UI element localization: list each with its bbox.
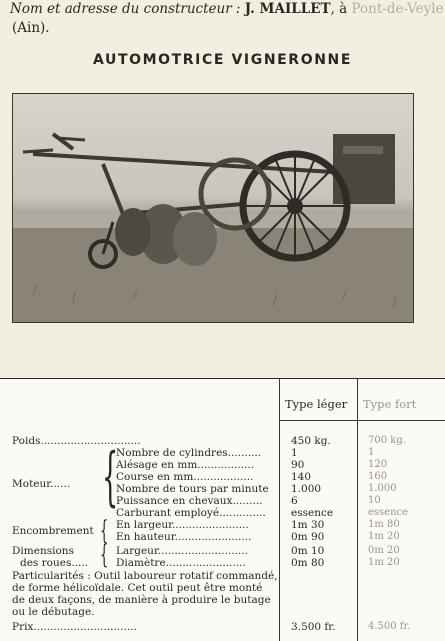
- tractor-illustration: [13, 94, 413, 322]
- value-light: 0m 90: [291, 531, 325, 543]
- value-light: essence: [291, 507, 334, 519]
- header-rule: [279, 420, 445, 421]
- row-label: Nombre de cylindres..........: [116, 447, 262, 459]
- engine-detail: [343, 146, 383, 154]
- row-label: Alésage en mm.................: [116, 459, 255, 471]
- constructor-label: Nom et adresse du constructeur :: [10, 1, 241, 17]
- value-heavy: 1.000: [368, 483, 397, 494]
- handles: [23, 138, 85, 152]
- maker-name: J. MAILLET: [244, 1, 331, 17]
- value-light: 140: [291, 471, 312, 483]
- row-label: Largeur...........................: [116, 545, 248, 557]
- value-heavy: 1m 20: [368, 531, 400, 542]
- value-heavy: 10: [368, 495, 381, 506]
- price-label: Prix...............................: [12, 621, 137, 633]
- value-light: 1.000: [291, 483, 322, 495]
- value-heavy: 1m 20: [368, 557, 400, 568]
- frame: [33, 134, 333, 214]
- price-heavy: 4.500 fr.: [368, 621, 411, 632]
- row-label: En largeur.......................: [116, 519, 249, 531]
- value-heavy: 700 kg.: [368, 435, 406, 446]
- value-light: 0m 80: [291, 557, 325, 569]
- row-label: Carburant employé..............: [116, 507, 266, 519]
- value-light: 0m 10: [291, 545, 325, 557]
- group-label: Encombrement: [12, 525, 94, 537]
- column-rule: [357, 379, 358, 641]
- town-name: Pont-de-Veyle: [351, 1, 444, 17]
- row-label: Diamètre........................: [116, 557, 246, 569]
- row-label: En hauteur.......................: [116, 531, 252, 543]
- value-heavy: essence: [368, 507, 409, 518]
- column-header-heavy: Type fort: [363, 397, 417, 411]
- connector: , à: [330, 1, 348, 17]
- brace: {: [100, 540, 109, 570]
- machine-photo: [12, 93, 414, 323]
- department: (Ain).: [12, 20, 50, 36]
- page-title: AUTOMOTRICE VIGNERONNE: [92, 52, 352, 68]
- value-light: 1: [291, 447, 298, 459]
- value-heavy: 120: [368, 459, 388, 470]
- column-header-light: Type léger: [285, 397, 348, 411]
- value-heavy: 1m 80: [368, 519, 400, 530]
- row-label: Poids..............................: [12, 435, 141, 447]
- value-heavy: 160: [368, 471, 388, 482]
- row-label: Puissance en chevaux.........: [116, 495, 263, 507]
- group-label: des roues.....: [20, 557, 89, 569]
- value-light: 450 kg.: [291, 435, 331, 447]
- price-light: 3.500 fr.: [291, 621, 336, 633]
- brace: {: [102, 440, 119, 514]
- value-heavy: 1: [368, 447, 375, 458]
- group-label: Moteur......: [12, 478, 71, 490]
- value-light: 6: [291, 495, 298, 507]
- spec-table: [0, 378, 445, 641]
- particularites-note: Particularités : Outil laboureur rotatif commandé, de forme hélicoïdale. Cet outil peut être monté de deux façons, de manière à produire le butage ou le débutage.: [12, 570, 278, 618]
- group-label: Dimensions: [12, 545, 74, 557]
- column-rule: [279, 379, 280, 641]
- constructor-line: [10, 2, 444, 17]
- row-label: Course en mm..................: [116, 471, 254, 483]
- value-light: 90: [291, 459, 305, 471]
- brace: {: [100, 516, 109, 546]
- value-heavy: 0m 20: [368, 545, 400, 556]
- value-light: 1m 30: [291, 519, 325, 531]
- row-label: Nombre de tours par minute: [116, 483, 269, 495]
